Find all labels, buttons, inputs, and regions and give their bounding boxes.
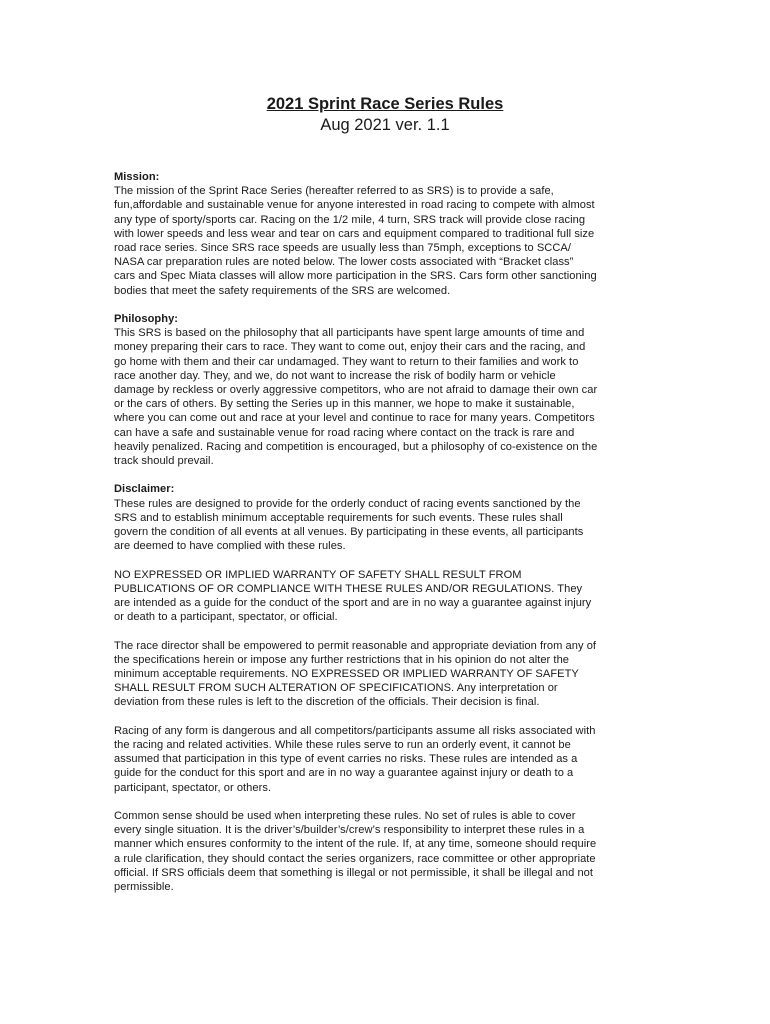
document-title: 2021 Sprint Race Series Rules	[266, 95, 504, 113]
mission-section	[114, 170, 664, 298]
document-body	[114, 170, 664, 908]
disclaimer-paragraph: These rules are designed to provide for the orderly conduct of racing events sanctioned by the SRS and to establish minimum acceptable requirements for such events. These rules shall govern the condition of all events at all venues. By participating in these events, all participants are deemed to have complied with these rules.	[114, 497, 584, 553]
common-sense-paragraph: Common sense should be used when interpreting these rules. No set of rules is able to cover every single situation. It is the driver’s/builder’s/crew’s responsibility to interpret these rules in a manner which ensures conformity to the intent of the rule. If, at any time, someone should require a rule clarification, they should contact the series organizers, race committee or other appropriate official. If SRS officials deem that something is illegal or not permissible, it shall be illegal and not permissible.	[114, 810, 597, 894]
mission-paragraph: The mission of the Sprint Race Series (hereafter referred to as SRS) is to provide a safe, fun,affordable and sustainable venue for anyone interested in road racing to compete with almost any type of sporty/sports car. Racing on the 1/2 mile, 4 turn, SRS track will provide close racing with lower speeds and less wear and tear on cars and equipment compared to traditional full size road race series. Since SRS race speeds are usually less than 75mph, exceptions to SCCA/ NASA car preparation rules are noted below. The lower costs associated with “Bracket class” cars and Spec Miata classes will allow more participation in the SRS. Cars form other sanctioning bodies that meet the safety requirements of the SRS are welcomed.	[114, 185, 597, 297]
disclaimer-section	[114, 482, 664, 553]
disclaimer-heading: Disclaimer:	[114, 483, 175, 496]
philosophy-paragraph: This SRS is based on the philosophy that all participants have spent large amounts of time and money preparing their cars to race. They want to come out, enjoy their cars and the racing, and go home with them and their car undamaged. They want to return to their families and work to race another day. They, and we, do not want to increase the risk of bodily harm or vehicle damage by reckless or overly aggressive competitors, who are not afraid to damage their own car or the cars of others. By setting the Series up in this manner, we hope to make it sustainable, where you can come out and race at your level and continue to race for many years. Competitors can have a safe and sustainable venue for road racing where contact on the track is rare and heavily penalized. Racing and competition is encouraged, but a philosophy of co-existence on the track should prevail.	[114, 327, 598, 468]
document-version: Aug 2021 ver. 1.1	[320, 116, 450, 134]
philosophy-heading: Philosophy:	[114, 313, 179, 326]
warranty-paragraph: NO EXPRESSED OR IMPLIED WARRANTY OF SAFETY SHALL RESULT FROM PUBLICATIONS OF OR COMPLIANCE WITH THESE RULES AND/OR REGULATIONS. They are intended as a guide for the conduct of the sport and are in no way a guarantee against injury or death to a participant, spectator, or official.	[114, 568, 592, 624]
philosophy-section	[114, 312, 664, 468]
risk-paragraph: Racing of any form is dangerous and all competitors/participants assume all risks associated with the racing and related activities. While these rules serve to run an orderly event, it cannot be assumed that participation in this type of event carries no risks. These rules are intended as a guide for the conduct for this sport and are in no way a guarantee against injury or death to a participant, spectator, or others.	[114, 724, 596, 794]
mission-heading: Mission:	[114, 171, 160, 183]
race-director-paragraph: The race director shall be empowered to permit reasonable and appropriate deviation from any of the specifications herein or impose any further restrictions that in his opinion do not alter the minimum acceptable requirements. NO EXPRESSED OR IMPLIED WARRANTY OF SAFETY SHALL RESULT FROM SUCH ALTERATION OF SPECIFICATIONS. Any interpretation or deviation from these rules is left to the discretion of the officials. Their decision is final.	[114, 639, 597, 709]
